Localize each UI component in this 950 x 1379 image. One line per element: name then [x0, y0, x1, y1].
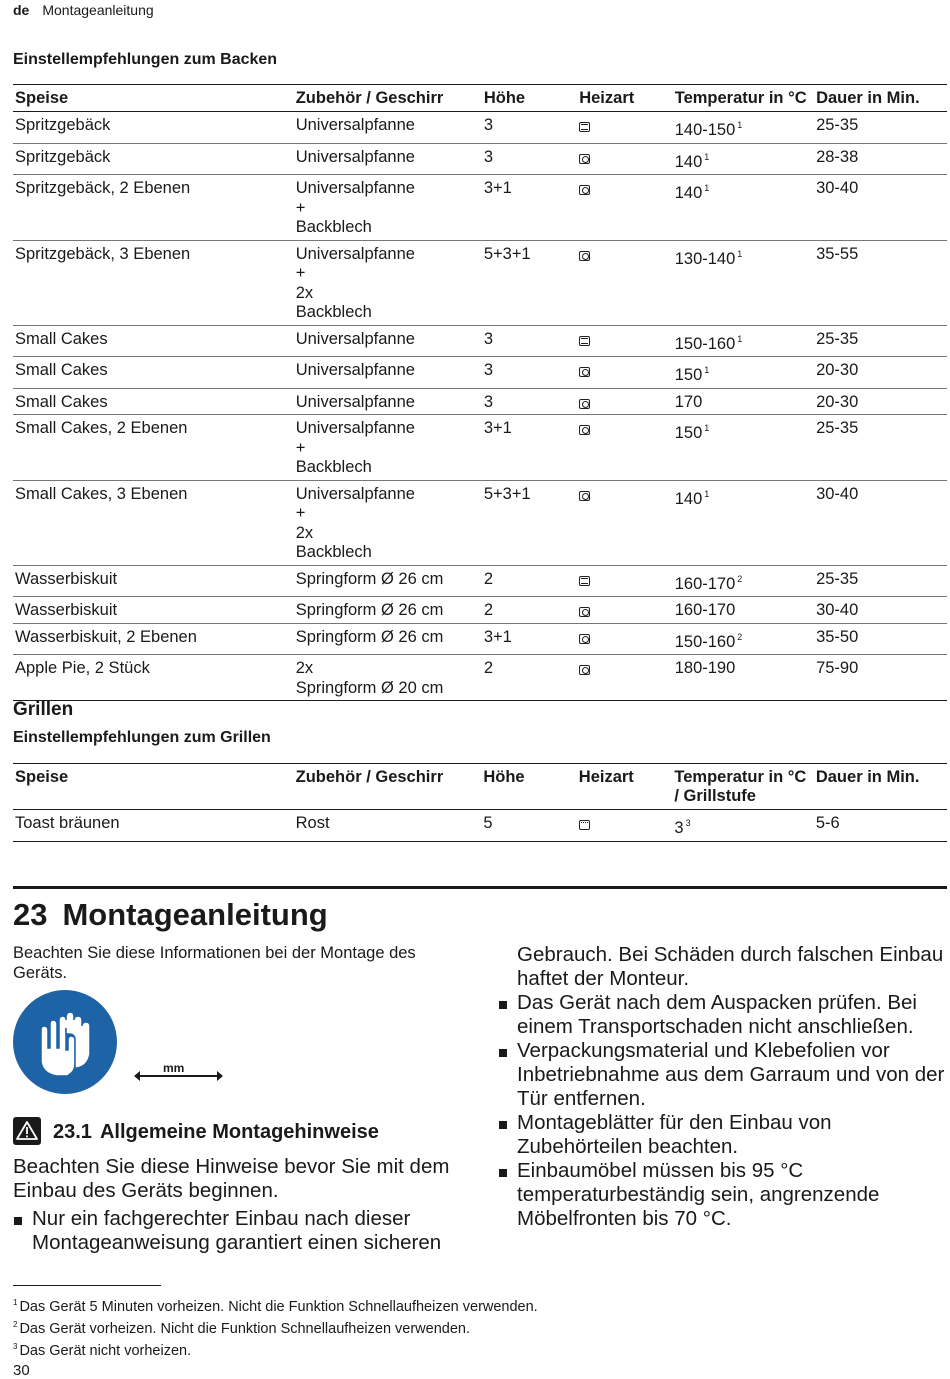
- cell-heating: [577, 143, 673, 175]
- footnote-ref: 2: [737, 573, 743, 584]
- cell-food: Spritzgebäck: [15, 147, 111, 166]
- cell-duration: 20-30: [816, 392, 859, 411]
- hot-air-icon: [579, 665, 590, 675]
- cell-food: Small Cakes: [15, 329, 108, 348]
- bullet-item: Einbaumöbel müssen bis 95 °C temperaturbeständig sein, angrenzende Möbelfronten bis 70 °C.: [498, 1159, 947, 1231]
- temperature-value: 150: [674, 424, 703, 442]
- section-title: Allgemeine Montagehinweise: [99, 1121, 379, 1143]
- top-bottom-heat-icon: [579, 576, 590, 586]
- cell-level: 3+1: [483, 179, 512, 197]
- accessory-line: 2x: [295, 283, 314, 302]
- table-row: [13, 143, 947, 175]
- cell-food: Small Cakes: [15, 361, 108, 379]
- temperature-value: 150: [674, 366, 703, 384]
- cell-heating: [577, 175, 673, 241]
- cell-food: Wasserbiskuit: [15, 601, 118, 619]
- page-number: 30: [13, 1362, 30, 1379]
- section-lead: Beachten Sie diese Hinweise bevor Sie mit dem Einbau des Geräts beginnen.: [13, 1155, 450, 1202]
- baking-table-header: [13, 85, 947, 112]
- bullet-item: Montageblätter für den Einbau von Zubehörteilen beachten.: [498, 1111, 947, 1159]
- hot-air-icon: [579, 154, 590, 164]
- grill-table-header: [13, 764, 947, 810]
- cell-duration: 25-35: [816, 569, 859, 588]
- accessory-line: Backblech: [295, 458, 372, 476]
- cell-food: Spritzgebäck: [15, 116, 111, 134]
- cell-duration: 75-90: [816, 659, 859, 677]
- grill-icon: [579, 820, 590, 830]
- top-bottom-heat-icon: [579, 336, 590, 346]
- cell-level: 3+1: [483, 419, 512, 437]
- cell-level: 5+3+1: [483, 484, 531, 503]
- temperature-value: 180-190: [674, 659, 736, 677]
- top-bottom-heat-icon: [579, 122, 590, 132]
- accessory-line: Backblech: [295, 543, 372, 561]
- hot-air-icon: [579, 634, 590, 644]
- cell-duration: 25-35: [816, 116, 859, 134]
- cell-level: 3: [483, 392, 494, 411]
- cell-accessory: [294, 565, 482, 597]
- table-row: [13, 655, 947, 701]
- cell-duration: 35-55: [816, 244, 859, 263]
- cell-duration: 25-35: [816, 329, 859, 348]
- cell-food: Wasserbiskuit: [15, 569, 118, 588]
- hot-air-icon: [579, 185, 590, 195]
- cell-temperature: [673, 655, 814, 701]
- cell-duration: 28-38: [816, 147, 859, 166]
- cell-level: 3: [483, 116, 494, 134]
- cell-heating: [577, 565, 673, 597]
- cell-duration: 30-40: [816, 601, 859, 619]
- footnotes: [13, 1294, 538, 1360]
- hot-air-icon: [579, 491, 590, 501]
- warning-icon: [13, 1117, 41, 1145]
- cell-accessory: [294, 623, 482, 655]
- chapter-number: 23: [13, 897, 48, 932]
- grill-table-heading: Einstellempfehlungen zum Grillen: [13, 729, 271, 746]
- cell-duration: 5-6: [815, 814, 840, 832]
- accessory-line: Backblech: [295, 303, 372, 321]
- grill-table-body: [13, 810, 947, 842]
- baking-table-heading: Einstellempfehlungen zum Backen: [13, 51, 278, 68]
- cell-heating: [577, 112, 673, 144]
- cell-level: 3: [483, 329, 494, 348]
- cell-temperature: [673, 175, 814, 241]
- section-heading: [53, 1121, 379, 1144]
- cell-food: Spritzgebäck, 2 Ebenen: [15, 179, 191, 197]
- footnote: $^3$ Das Gerät nicht vorheizen.: [13, 1342, 192, 1359]
- cell-accessory: [294, 388, 482, 415]
- cell-level: 2: [483, 659, 494, 677]
- dimension-arrow-icon: [140, 1075, 217, 1077]
- cell-heating: [577, 415, 673, 481]
- cell-heating: [577, 388, 673, 415]
- temperature-value: 140-150: [674, 121, 736, 139]
- hot-air-icon: [579, 607, 590, 617]
- chapter-title: [13, 897, 328, 933]
- cell-heating: [577, 480, 673, 565]
- cell-level: 5: [483, 814, 493, 832]
- cell-heating: [577, 597, 673, 624]
- cell-level: 2: [483, 601, 494, 619]
- footnote-ref: 1: [704, 183, 710, 193]
- accessory-line: Universalpfanne: [295, 484, 415, 503]
- cell-accessory: [294, 240, 482, 325]
- chapter-rule: [13, 886, 947, 889]
- temperature-value: 150-160: [674, 632, 736, 651]
- cell-accessory: [294, 143, 482, 175]
- temperature-value: 140: [674, 152, 703, 171]
- col-accessory: Zubehör / Geschirr: [295, 89, 444, 107]
- cell-food: Small Cakes: [15, 392, 108, 411]
- cell-duration: 20-30: [816, 361, 859, 379]
- accessory-line: 2x: [295, 523, 314, 542]
- accessory-line: +: [295, 264, 306, 282]
- chapter-intro: Beachten Sie diese Informationen bei der Montage des Geräts.: [13, 944, 416, 982]
- accessory-line: +: [295, 438, 306, 457]
- col-temperature: Temperatur in °C: [674, 89, 807, 107]
- cell-temperature: [673, 565, 814, 597]
- cell-accessory: [294, 325, 482, 357]
- footnote-ref: 2: [737, 631, 743, 642]
- cell-temperature: [673, 143, 814, 175]
- hot-air-icon: [579, 399, 590, 409]
- bullet-item: Das Gerät nach dem Auspacken prüfen. Bei einem Transportschaden nicht anschließen.: [498, 991, 947, 1039]
- hot-air-icon: [579, 367, 590, 377]
- cell-accessory: [294, 175, 482, 241]
- chapter-title-text: Montageanleitung: [62, 897, 328, 932]
- section-number: 23.1: [53, 1121, 92, 1143]
- footnote-ref: 1: [704, 488, 710, 499]
- col-level: Höhe: [483, 768, 525, 786]
- accessory-line: +: [295, 198, 306, 217]
- cell-heating: [577, 357, 673, 389]
- cell-heating: [577, 623, 673, 655]
- bullet-list-left: [13, 1207, 473, 1255]
- cell-food: Spritzgebäck, 3 Ebenen: [15, 244, 191, 263]
- footnote-ref: 1: [737, 120, 743, 130]
- cell-temperature: [673, 597, 814, 624]
- col-duration: Dauer in Min.: [816, 89, 920, 107]
- hot-air-icon: [579, 425, 590, 435]
- footnote-rule: [13, 1285, 161, 1286]
- accessory-line: Springform Ø 20 cm: [295, 678, 444, 697]
- accessory-line: Springform Ø 26 cm: [295, 569, 444, 588]
- cell-heating: [577, 325, 673, 357]
- cell-temperature: [673, 415, 814, 481]
- cell-duration: 25-35: [816, 419, 859, 437]
- footnote-ref: 3: [685, 818, 691, 828]
- cell-food: Small Cakes, 2 Ebenen: [15, 419, 188, 437]
- accessory-line: +: [295, 504, 306, 522]
- accessory-line: Universalpfanne: [295, 147, 415, 166]
- table-row: [13, 112, 947, 144]
- col-heating: Heizart: [579, 89, 635, 107]
- cell-level: 3+1: [483, 627, 512, 646]
- temperature-value: 140: [674, 489, 703, 508]
- col-accessory: Zubehör / Geschirr: [295, 768, 444, 786]
- footnote-ref: 1: [737, 333, 743, 344]
- cell-heating: [577, 810, 673, 842]
- cell-temperature: [673, 325, 814, 357]
- cell-level: 3: [483, 361, 494, 379]
- cell-accessory: [294, 112, 482, 144]
- col-food: Speise: [15, 768, 69, 786]
- table-row: [13, 325, 947, 357]
- footnote-ref: 1: [704, 365, 710, 375]
- cell-food: Toast bräunen: [15, 814, 120, 832]
- table-row: [13, 415, 947, 481]
- cell-level: 2: [483, 569, 494, 588]
- cell-heating: [577, 240, 673, 325]
- footnote-ref: 1: [737, 248, 743, 259]
- temperature-value: 160-170: [674, 601, 736, 619]
- accessory-line: Universalpfanne: [295, 179, 415, 197]
- cell-food: Small Cakes, 3 Ebenen: [15, 484, 188, 503]
- cell-accessory: [294, 415, 482, 481]
- cell-temperature: [673, 388, 814, 415]
- temperature-value: 3: [674, 819, 684, 837]
- footnote-ref: 1: [704, 423, 710, 433]
- accessory-line: Universalpfanne: [295, 244, 415, 263]
- col-level: Höhe: [483, 89, 526, 107]
- table-row: [13, 623, 947, 655]
- cell-level: 5+3+1: [483, 244, 531, 263]
- bullet-list-right: [498, 991, 947, 1231]
- cell-temperature: [673, 357, 814, 389]
- footnote: $^2$ Das Gerät vorheizen. Nicht die Funktion Schnellaufheizen verwenden.: [13, 1320, 471, 1337]
- cell-temperature: [673, 240, 814, 325]
- cell-accessory: [294, 597, 482, 624]
- table-row: [13, 565, 947, 597]
- table-row: [13, 357, 947, 389]
- table-row: [13, 175, 947, 241]
- accessory-line: Universalpfanne: [295, 392, 415, 411]
- bullet-item: Nur ein fachgerechter Einbau nach dieser Montageanweisung garantiert einen sicheren: [13, 1207, 473, 1255]
- gloves-icon: [13, 990, 117, 1094]
- table-row: [13, 388, 947, 415]
- footnote: $^1$ Das Gerät 5 Minuten vorheizen. Nicht die Funktion Schnellaufheizen verwenden.: [13, 1298, 538, 1315]
- table-row: [13, 810, 947, 842]
- cell-temperature: [673, 480, 814, 565]
- cell-accessory: [294, 655, 482, 701]
- temperature-value: 130-140: [674, 249, 736, 268]
- cell-duration: 30-40: [816, 484, 859, 503]
- table-row: [13, 597, 947, 624]
- language-code: de: [13, 2, 30, 18]
- accessory-line: Springform Ø 26 cm: [295, 601, 444, 619]
- cell-temperature: [673, 112, 814, 144]
- baking-table-body: [13, 112, 947, 701]
- baking-table: [13, 84, 947, 701]
- bullet-item: Verpackungsmaterial und Klebefolien vor Inbetriebnahme aus dem Garraum und von der Tür entfernen.: [498, 1039, 947, 1111]
- accessory-line: Universalpfanne: [295, 329, 415, 348]
- col-duration: Dauer in Min.: [815, 768, 920, 786]
- table-row: [13, 480, 947, 565]
- cell-food: Wasserbiskuit, 2 Ebenen: [15, 627, 197, 646]
- table-row: [13, 240, 947, 325]
- accessory-line: Universalpfanne: [295, 361, 415, 379]
- accessory-line: Backblech: [295, 218, 372, 236]
- cell-duration: 35-50: [816, 627, 859, 646]
- temperature-value: 150-160: [674, 334, 736, 353]
- cell-heating: [577, 655, 673, 701]
- temperature-value: 170: [674, 392, 703, 411]
- dimension-label: mm: [163, 1061, 185, 1075]
- accessory-line: 2x: [295, 659, 314, 677]
- cell-accessory: [294, 810, 482, 842]
- accessory-line: Springform Ø 26 cm: [295, 627, 444, 646]
- footnote-ref: 1: [704, 151, 710, 162]
- temperature-value: 160-170: [674, 574, 736, 593]
- temperature-value: 140: [674, 184, 703, 202]
- grill-table: [13, 763, 947, 842]
- cell-food: Apple Pie, 2 Stück: [15, 659, 150, 677]
- cell-duration: 30-40: [816, 179, 859, 197]
- bullet-continuation: Gebrauch. Bei Schäden durch falschen Einbau haftet der Monteur.: [517, 943, 944, 990]
- header-section: Montageanleitung: [42, 2, 154, 18]
- cell-temperature: [672, 810, 813, 842]
- grill-title: Grillen: [13, 699, 74, 720]
- accessory-line: Rost: [295, 814, 330, 832]
- accessory-line: Universalpfanne: [295, 419, 415, 437]
- running-header: [13, 2, 154, 18]
- hot-air-icon: [579, 251, 590, 261]
- cell-level: 3: [483, 147, 494, 166]
- cell-temperature: [673, 623, 814, 655]
- col-heating: Heizart: [578, 768, 634, 786]
- accessory-line: Universalpfanne: [295, 116, 415, 134]
- col-food: Speise: [15, 89, 69, 107]
- cell-accessory: [294, 357, 482, 389]
- cell-accessory: [294, 480, 482, 565]
- col-temperature: Temperatur in °C / Grillstufe: [674, 768, 807, 805]
